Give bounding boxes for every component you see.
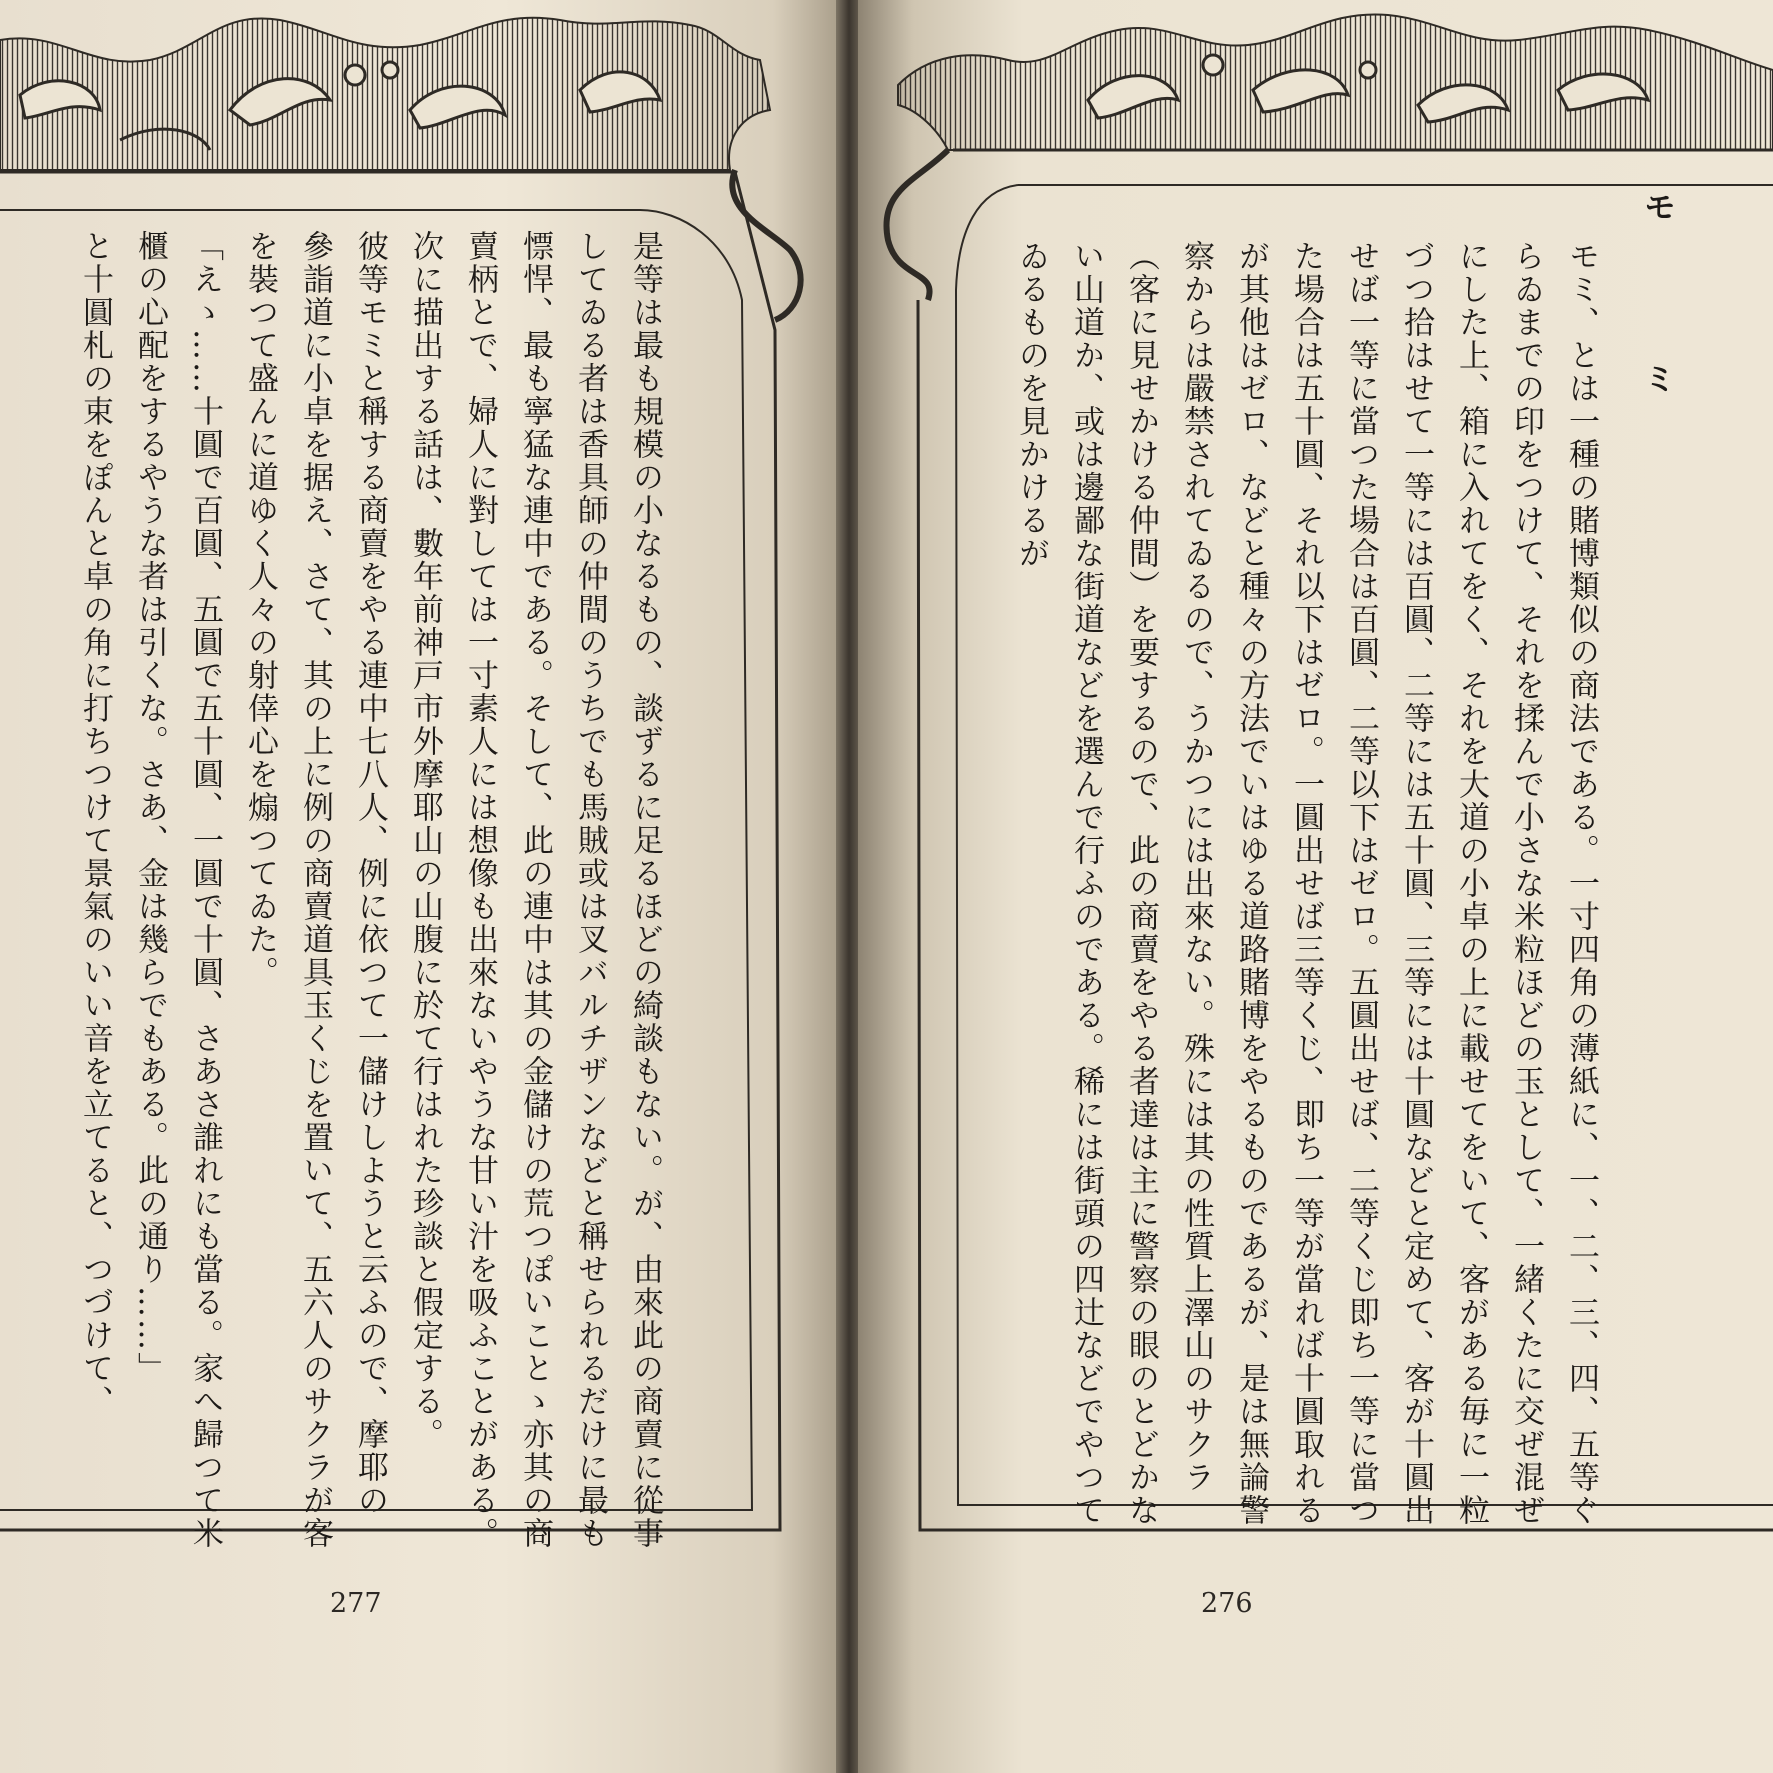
paragraph: 賣柄とで、婦人に對しては一寸素人には想像も出來ないやうな甘い汁を吸ふことがある。 [462,230,498,1550]
paragraph: 次に描出する話は、數年前神戸市外摩耶山の山腹に於て行はれた珍談と假定する。 [407,230,443,1451]
paragraph: してゐる者は香具師の仲間のうちでも馬賊或は叉バルチザンなどと稱せられるだけに最も [572,230,608,1550]
left-page [0,0,840,1773]
right-page-text [1003,170,1685,1590]
scroll-flourish [886,150,948,300]
page-number: 276 [1201,1588,1253,1619]
paragraph: 參詣道に小卓を据え、さて、其の上に例の商賣道具玉くじを置いて、五六人のサクラが客 [297,230,333,1550]
paragraph: を裝つて盛んに道ゆく人々の射倖心を煽つてゐた。 [242,230,278,989]
paragraph: 慓悍、最も寧猛な連中である。そして、此の連中は其の金儲けの荒つぽいことゝ亦其の商 [517,230,553,1550]
paragraph: と十圓札の束をぽんと卓の角に打ちつけて景氣のいい音を立てると、つづけて、 [77,230,113,1418]
article-title: モミ [1639,190,1677,534]
left-page-text [67,230,672,1550]
paragraph: 彼等モミと稱する商賣をやる連中七八人、例に依つて一儲けしようと云ふので、摩耶の [352,230,388,1517]
paragraph: 是等は最も規模の小なるもの、談ずるに足るほどの綺談もない。が、由來此の商賣に從事 [627,230,663,1550]
page-number: 277 [330,1588,382,1619]
paragraph: 櫃の心配をするやうな者は引くな。さあ、金は幾らでもある。此の通り……」 [132,230,168,1385]
right-page [858,0,1773,1773]
paragraph: 「えゝ……十圓で百圓、五圓で五十圓、一圓で十圓、さあさ誰れにも當る。家へ歸つて米 [187,230,223,1550]
article-body: モミ、とは一種の賭博類似の商法である。一寸四角の薄紙に、一、二、三、四、五等ぐらゐまでの印をつけて、それを揉んで小さな米粒ほどの玉として、一緒くたに交ぜ混ぜにした上、箱に入れてをく、それを大道の小卓の上に載せてをいて、客がある毎に一粒づつ拾はせて一等には百圓、二等には五十圓、三等には十圓などと定めて、客が十圓出せば一等に當つた場合は百圓、二等以下はゼロ。五圓出せば、二等くじ即ち一等に當つた場合は五十圓、それ以下はゼロ。一圓出せば三等くじ、即ち一等が當れば十圓取れるが其他はゼロ、などと種々の方法でいはゆる道路賭博をやるものであるが、是は無論警察からは嚴禁されてゐるので、うかつには出來ない。殊には其の性質上澤山のサクラ（客に見せかける仲間）を要するので、此の商賣をやる者達は主に警察の眼のとどかない山道か、或は邊鄙な街道などを選んで行ふのである。稀には街頭の四辻などでやつてゐるものを見かけるが [1013,240,1599,1527]
